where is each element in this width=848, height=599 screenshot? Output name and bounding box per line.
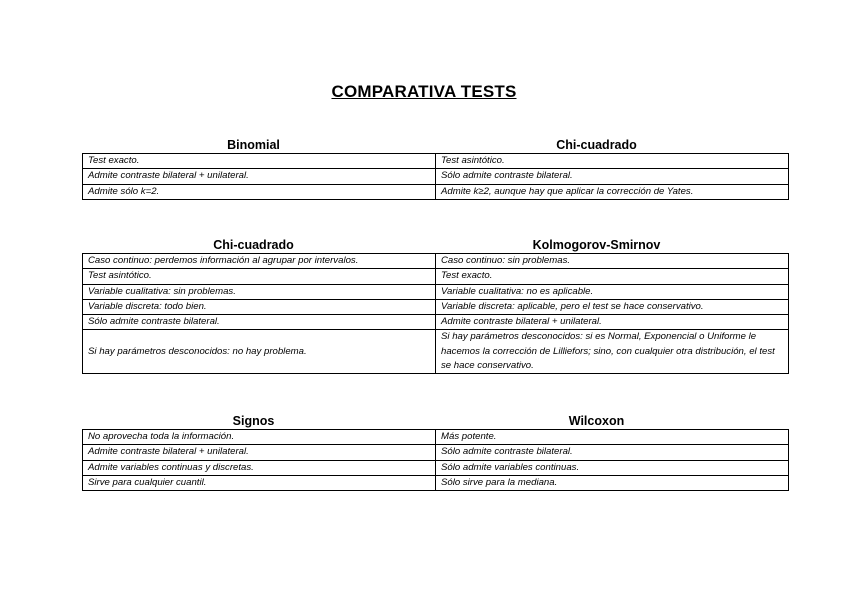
- table-cell-left: No aprovecha toda la información.: [83, 430, 436, 445]
- table-cell-right: Admite contraste bilateral + unilateral.: [436, 315, 789, 330]
- table-cell-right: Sólo admite contraste bilateral.: [436, 445, 789, 460]
- comparison-table: [82, 429, 789, 491]
- comparison-table: [82, 153, 789, 200]
- table-cell-right: Sólo admite contraste bilateral.: [436, 169, 789, 184]
- table-cell-left: Caso continuo: perdemos información al agrupar por intervalos.: [83, 254, 436, 269]
- table-row: [83, 299, 789, 314]
- table-row: [83, 269, 789, 284]
- comparison-section-binomial-chi: [82, 137, 768, 200]
- table-row: [83, 315, 789, 330]
- table-row: [83, 184, 789, 199]
- table-cell-right: Test exacto.: [436, 269, 789, 284]
- table-row: [83, 475, 789, 490]
- column-header-left: Binomial: [227, 138, 280, 152]
- table-cell-right: Si hay parámetros desconocidos: si es Normal, Exponencial o Uniforme le hacemos la corrección de Lilliefors; sino, con cualquier otra distribución, el test se hace conservativo.: [436, 330, 789, 374]
- table-row: [83, 254, 789, 269]
- table-cell-right: Sólo admite variables continuas.: [436, 460, 789, 475]
- table-row: [83, 460, 789, 475]
- table-cell-right: Caso continuo: sin problemas.: [436, 254, 789, 269]
- table-cell-left: Admite sólo k=2.: [83, 184, 436, 199]
- table-row: [83, 330, 789, 374]
- column-header-right: Chi-cuadrado: [556, 138, 637, 152]
- table-cell-left: Test asintótico.: [83, 269, 436, 284]
- table-cell-right: Variable discreta: aplicable, pero el test se hace conservativo.: [436, 299, 789, 314]
- table-cell-left: Variable discreta: todo bien.: [83, 299, 436, 314]
- table-cell-left: Variable cualitativa: sin problemas.: [83, 284, 436, 299]
- table-row: [83, 284, 789, 299]
- table-row: [83, 169, 789, 184]
- table-cell-right: Más potente.: [436, 430, 789, 445]
- table-row: [83, 430, 789, 445]
- column-header-right: Wilcoxon: [568, 414, 625, 428]
- table-cell-right: Sólo sirve para la mediana.: [436, 475, 789, 490]
- table-cell-left: Sólo admite contraste bilateral.: [83, 315, 436, 330]
- table-row: [83, 445, 789, 460]
- comparison-section-signos-wilcoxon: [82, 413, 768, 491]
- column-header-left: Chi-cuadrado: [213, 238, 294, 252]
- table-cell-right: Admite k≥2, aunque hay que aplicar la corrección de Yates.: [436, 184, 789, 199]
- table-cell-left: Admite contraste bilateral + unilateral.: [83, 169, 436, 184]
- page-title: COMPARATIVA TESTS: [331, 82, 517, 101]
- table-row: [83, 154, 789, 169]
- table-cell-left: Admite contraste bilateral + unilateral.: [83, 445, 436, 460]
- table-cell-left: Si hay parámetros desconocidos: no hay problema.: [83, 330, 436, 374]
- table-cell-left: Test exacto.: [83, 154, 436, 169]
- comparison-section-chi-ks: [82, 237, 775, 374]
- table-cell-left: Sirve para cualquier cuantil.: [83, 475, 436, 490]
- column-header-right: Kolmogorov-Smirnov: [532, 238, 661, 252]
- column-header-left: Signos: [232, 414, 275, 428]
- table-cell-left: Admite variables continuas y discretas.: [83, 460, 436, 475]
- table-cell-right: Variable cualitativa: no es aplicable.: [436, 284, 789, 299]
- comparison-table: [82, 253, 789, 374]
- table-cell-right: Test asintótico.: [436, 154, 789, 169]
